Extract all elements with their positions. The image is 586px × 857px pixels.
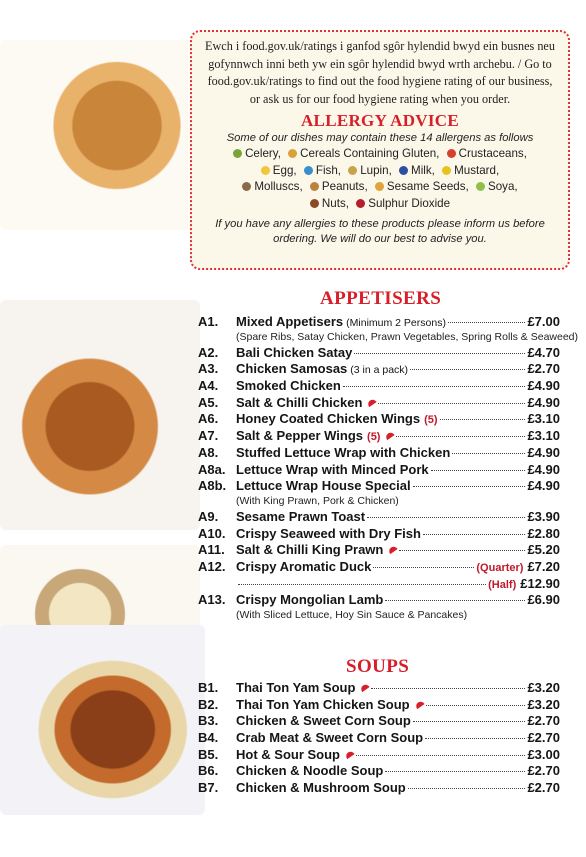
aromatic-duck-photo xyxy=(0,625,205,815)
item-name xyxy=(236,559,371,574)
item-name xyxy=(236,730,423,745)
mustard-icon xyxy=(442,166,451,175)
item-name xyxy=(236,763,383,778)
item-price: £2.70 xyxy=(527,730,560,746)
dot-leader xyxy=(373,567,474,568)
allergy-advice-title: ALLERGY ADVICE xyxy=(300,111,459,130)
nut-icon xyxy=(310,199,319,208)
menu-item xyxy=(198,361,560,378)
item-name xyxy=(236,428,394,443)
item-price: £5.20 xyxy=(527,542,560,558)
menu-item xyxy=(198,526,560,543)
allergen-soya: Soya, xyxy=(476,179,518,196)
allergen-crustaceans: Crustaceans, xyxy=(447,146,527,163)
item-price: £3.10 xyxy=(527,411,560,427)
dot-leader xyxy=(426,705,526,706)
item-name xyxy=(236,314,446,329)
wheat-icon xyxy=(288,149,297,158)
item-name xyxy=(236,509,365,524)
item-name-text: Mixed Appetisers xyxy=(236,314,344,329)
allergen-peanuts: Peanuts, xyxy=(310,179,368,196)
dot-leader xyxy=(413,486,526,487)
item-name-text: Lettuce Wrap with Minced Pork xyxy=(236,461,429,477)
celery-icon xyxy=(233,149,242,158)
item-name-text: Thai Ton Yam Soup xyxy=(236,680,356,695)
menu-item xyxy=(198,730,560,747)
item-name-text: Salt & Pepper Wings xyxy=(236,428,364,444)
dot-leader xyxy=(399,550,525,551)
dot-leader xyxy=(367,517,525,518)
item-name xyxy=(236,592,383,607)
allergen-gluten: Cereals Containing Gluten, xyxy=(288,146,439,163)
dot-leader xyxy=(431,470,526,471)
item-name xyxy=(236,345,352,360)
dot-leader xyxy=(385,600,525,601)
dot-leader xyxy=(448,322,526,323)
menu-item xyxy=(198,697,560,714)
dot-leader xyxy=(413,721,526,722)
dot-leader xyxy=(356,755,525,756)
dot-leader xyxy=(385,771,525,772)
item-price: £2.70 xyxy=(527,361,560,377)
item-name-text: Crab Meat & Sweet Corn Soup xyxy=(236,730,424,746)
item-name-text: Bali Chicken Satay xyxy=(236,344,353,360)
item-name-text: Chicken Samosas xyxy=(236,361,348,377)
menu-item xyxy=(198,559,560,576)
item-code: B3. xyxy=(198,713,219,729)
menu-item xyxy=(198,592,560,609)
chili-icon xyxy=(367,398,377,407)
chili-icon xyxy=(344,750,354,759)
item-name xyxy=(236,526,421,541)
allergy-advice-box xyxy=(190,30,570,270)
appetisers-heading: APPETISERS xyxy=(320,288,442,309)
item-code: B6. xyxy=(198,763,219,779)
item-name-text: Hot & Sour Soup xyxy=(236,746,340,762)
allergen-lupin: Lupin, xyxy=(348,163,392,180)
item-name xyxy=(236,411,438,426)
chicken-wings-photo xyxy=(0,300,200,530)
allergen-milk: Milk, xyxy=(399,163,435,180)
item-price: £6.90 xyxy=(527,592,560,608)
dot-leader xyxy=(440,419,526,420)
item-name xyxy=(236,697,424,712)
menu-item xyxy=(198,462,560,479)
item-name-text: Crispy Seaweed with Dry Fish xyxy=(236,525,421,541)
allergen-nuts: Nuts, xyxy=(310,196,349,213)
item-price: £2.70 xyxy=(527,780,560,796)
dot-leader xyxy=(343,386,526,387)
item-name xyxy=(236,361,408,376)
egg-icon xyxy=(261,166,270,175)
allergen-sulphur-dioxide: Sulphur Dioxide xyxy=(356,196,450,213)
item-name-text: Honey Coated Chicken Wings xyxy=(236,411,421,427)
item-price: £4.90 xyxy=(527,378,560,394)
item-code: B7. xyxy=(198,780,219,796)
item-price: £3.10 xyxy=(527,428,560,444)
item-name xyxy=(236,747,354,762)
item-name-text: Chicken & Mushroom Soup xyxy=(236,780,406,796)
soups-list xyxy=(198,680,560,797)
allergen-molluscs: Molluscs, xyxy=(242,179,302,196)
item-price: £7.20 xyxy=(527,558,560,574)
item-code: A8a. xyxy=(198,461,226,477)
allergen-mustard: Mustard, xyxy=(442,163,499,180)
chicken-satay-photo xyxy=(0,40,195,230)
item-name xyxy=(236,680,369,695)
item-note: (3 in a pack) xyxy=(350,364,409,377)
milk-icon xyxy=(399,166,408,175)
item-name xyxy=(236,395,376,410)
menu-item xyxy=(198,542,560,559)
chili-icon xyxy=(388,545,398,554)
menu-item xyxy=(198,478,560,495)
menu-item xyxy=(198,509,560,526)
chili-icon xyxy=(385,431,395,440)
allergen-list xyxy=(202,146,558,212)
allergen-egg: Egg, xyxy=(261,163,297,180)
item-code: A8. xyxy=(198,444,219,460)
menu-item xyxy=(198,445,560,462)
soya-icon xyxy=(476,182,485,191)
menu-item xyxy=(198,395,560,412)
soups-heading: SOUPS xyxy=(346,656,410,677)
item-name-text: Crispy Aromatic Duck xyxy=(236,558,372,574)
dot-leader xyxy=(423,534,526,535)
menu-item xyxy=(198,763,560,780)
item-name xyxy=(236,445,450,460)
menu-item xyxy=(198,713,560,730)
wine-bottle-icon xyxy=(356,199,365,208)
item-size: (Half) xyxy=(488,578,517,591)
item-price: £3.00 xyxy=(527,746,560,762)
item-code: A8b. xyxy=(198,478,227,494)
item-price: £3.20 xyxy=(527,696,560,712)
item-price: £3.90 xyxy=(527,508,560,524)
appetisers-list xyxy=(198,314,579,623)
fish-icon xyxy=(304,166,313,175)
item-size: (Quarter) xyxy=(476,561,524,574)
dot-leader xyxy=(452,453,525,454)
item-price: £2.80 xyxy=(527,525,560,541)
item-quantity: (5) xyxy=(367,431,381,444)
item-price: £4.90 xyxy=(527,394,560,410)
item-name-text: Smoked Chicken xyxy=(236,378,341,394)
item-name-text: Salt & Chilli King Prawn xyxy=(236,542,384,558)
item-code: A6. xyxy=(198,411,219,427)
item-code: A7. xyxy=(198,428,219,444)
menu-item xyxy=(198,378,560,395)
item-price: £3.20 xyxy=(527,680,560,695)
item-price: £4.90 xyxy=(527,461,560,477)
dot-leader xyxy=(371,688,525,689)
item-price: £2.70 xyxy=(527,763,560,779)
hygiene-rating-text: Ewch i food.gov.uk/ratings i ganfod sgôr hylendid bwyd ein busnes neu gofynnwch inni beth yw ein sgôr hylendid bwyd wrth archebu. / Go to food.gov.uk/ratings to find out the food hygiene rating of our business, or ask us for our food hygiene rating when you order. xyxy=(205,39,555,106)
menu-item xyxy=(198,780,560,797)
allergen-sesame: Sesame Seeds, xyxy=(375,179,469,196)
item-name-text: Salt & Chilli Chicken xyxy=(236,394,363,410)
crab-icon xyxy=(447,149,456,158)
item-name xyxy=(236,378,341,393)
dot-leader xyxy=(396,436,525,437)
menu-item-extra xyxy=(198,576,560,593)
dot-leader xyxy=(378,403,525,404)
chili-icon xyxy=(360,683,370,692)
menu-item xyxy=(198,680,560,697)
item-note: (Minimum 2 Persons) xyxy=(346,317,446,329)
item-code: A12. xyxy=(198,558,226,574)
item-code: A2. xyxy=(198,344,219,360)
dot-leader xyxy=(425,738,525,739)
chili-icon xyxy=(414,700,424,709)
item-name xyxy=(236,542,397,557)
item-name-text: Chicken & Noodle Soup xyxy=(236,763,384,779)
item-code: B4. xyxy=(198,730,219,746)
item-description: (With Sliced Lettuce, Hoy Sin Sauce & Pancakes) xyxy=(236,609,468,621)
menu-item xyxy=(198,747,560,764)
item-description: (Spare Ribs, Satay Chicken, Prawn Vegetables, Spring Rolls & Seaweed) xyxy=(236,330,579,343)
item-name xyxy=(236,713,411,728)
item-code: A13. xyxy=(198,592,226,608)
dot-leader xyxy=(410,369,525,370)
allergens-intro: Some of our dishes may contain these 14 allergens as follows xyxy=(226,132,534,144)
item-code: A9. xyxy=(198,508,219,524)
mollusc-icon xyxy=(242,182,251,191)
sesame-icon xyxy=(375,182,384,191)
dot-leader xyxy=(238,584,486,585)
item-name-text: Lettuce Wrap House Special xyxy=(236,478,411,494)
menu-item xyxy=(198,314,560,331)
item-code: A4. xyxy=(198,378,219,394)
item-code: A1. xyxy=(198,314,219,329)
item-name-text: Crispy Mongolian Lamb xyxy=(236,592,384,608)
item-price: £7.00 xyxy=(527,314,560,329)
item-name xyxy=(236,478,411,493)
item-name-text: Chicken & Sweet Corn Soup xyxy=(236,713,411,729)
item-code: A10. xyxy=(198,525,226,541)
item-price: £2.70 xyxy=(527,713,560,729)
item-code: A11. xyxy=(198,542,225,558)
menu-item xyxy=(198,345,560,362)
item-name xyxy=(236,462,429,477)
item-name-text: Thai Ton Yam Chicken Soup xyxy=(236,696,410,712)
lupin-icon xyxy=(348,166,357,175)
item-code: B1. xyxy=(198,680,219,695)
item-code: B5. xyxy=(198,746,219,762)
item-name xyxy=(236,780,406,795)
item-price: £12.90 xyxy=(520,575,560,591)
item-description: (With King Prawn, Pork & Chicken) xyxy=(236,494,399,507)
item-price: £4.70 xyxy=(527,344,560,360)
item-name-text: Sesame Prawn Toast xyxy=(236,508,366,524)
dot-leader xyxy=(408,788,526,789)
item-price: £4.90 xyxy=(527,478,560,494)
dot-leader xyxy=(354,353,525,354)
allergen-celery: Celery, xyxy=(233,146,281,163)
allergen-fish: Fish, xyxy=(304,163,341,180)
item-name-text: Stuffed Lettuce Wrap with Chicken xyxy=(236,444,451,460)
peanut-icon xyxy=(310,182,319,191)
menu-item xyxy=(198,411,560,428)
item-code: A5. xyxy=(198,394,219,410)
item-quantity: (5) xyxy=(424,414,438,427)
item-code: B2. xyxy=(198,696,219,712)
item-code: A3. xyxy=(198,361,219,377)
item-price: £4.90 xyxy=(527,444,560,460)
allergy-footer-note: If you have any allergies to these products please inform us before ordering. We will do our best to advise you. xyxy=(215,218,545,245)
menu-item xyxy=(198,428,560,445)
